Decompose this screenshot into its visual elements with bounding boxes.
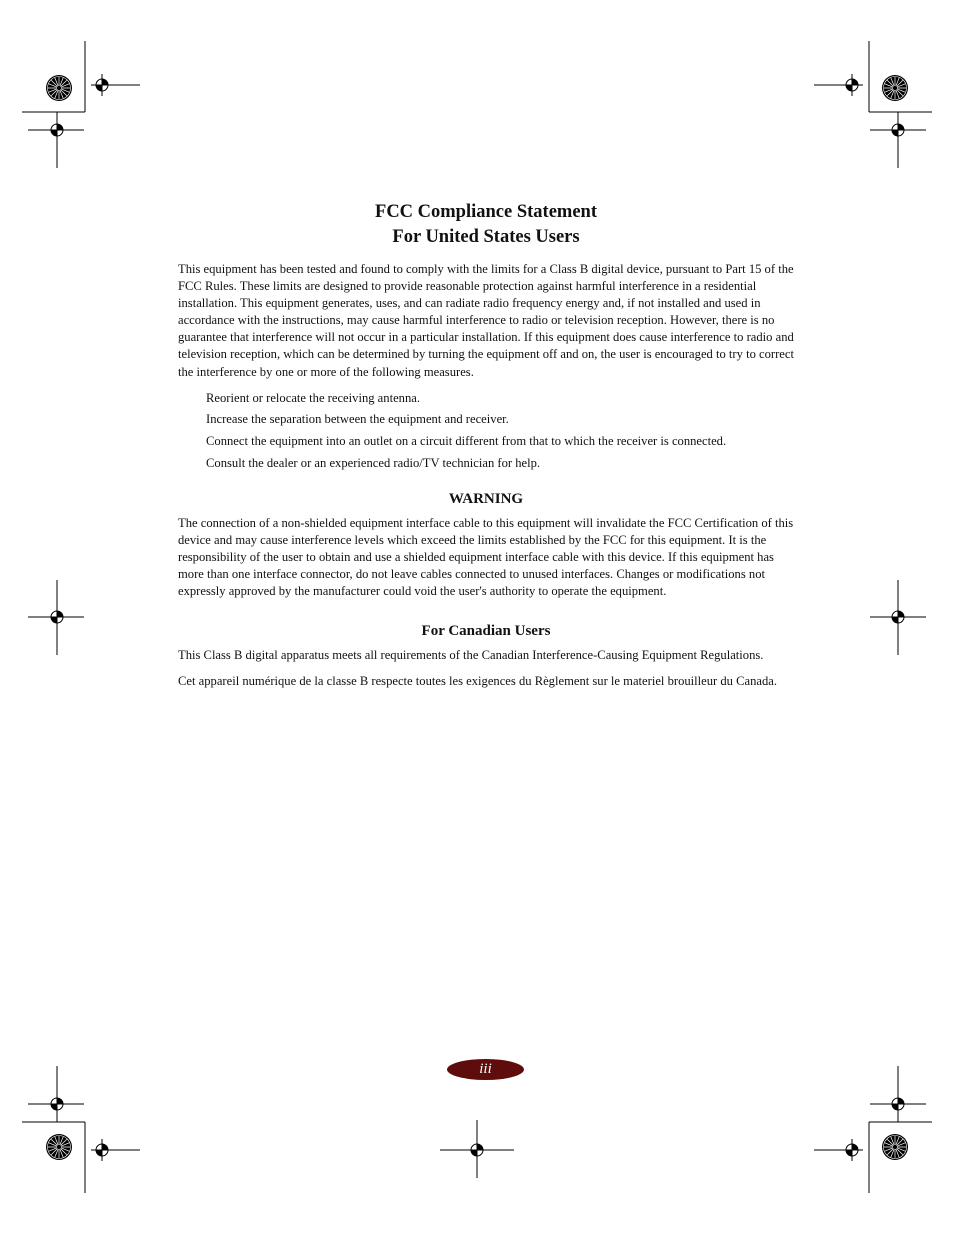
warning-paragraph: The connection of a non-shielded equipment interface cable to this equipment will invalidate the FCC Certification of this device and may cause interference levels which exceed the limits established by the FCC for this equipment. It is the responsibility of the user to obtain and use a shielded equipment interface cable with this device. If this equipment has more than one interface connector, do not leave cables connected to unused interfaces. Changes or modifications not expressly approved by the manufacturer could void the user's authority to operate the equipment. <box>178 516 794 599</box>
warning-heading: WARNING <box>448 491 524 508</box>
canada-english-paragraph: This Class B digital apparatus meets all requirements of the Canadian Interference-Causing Equipment Regulations. <box>178 647 764 662</box>
canadian-users-heading: For Canadian Users <box>421 622 551 639</box>
page-title <box>178 200 794 250</box>
document-body <box>178 200 794 699</box>
list-item: Reorient or relocate the receiving antenna. <box>206 390 420 405</box>
page-number-badge: iii <box>447 1059 524 1080</box>
list-item: Consult the dealer or an experienced radio/TV technician for help. <box>206 456 541 471</box>
measures-list <box>206 390 794 472</box>
list-item: Increase the separation between the equipment and receiver. <box>206 412 509 427</box>
list-item: Connect the equipment into an outlet on a circuit different from that to which the receiver is connected. <box>206 434 727 449</box>
title-line-2: For United States Users <box>392 227 580 247</box>
canada-french-paragraph: Cet appareil numérique de la classe B respecte toutes les exigences du Règlement sur le materiel brouilleur du Canada. <box>178 673 778 688</box>
title-line-1: FCC Compliance Statement <box>375 202 597 222</box>
intro-paragraph: This equipment has been tested and found to comply with the limits for a Class B digital device, pursuant to Part 15 of the FCC Rules. These limits are designed to provide reasonable protection against harmful interference in a residential installation. This equipment generates, uses, and can radiate radio frequency energy and, if not installed and used in accordance with the instructions, may cause harmful interference to radio or television reception. However, there is no guarantee that interference will not occur in a particular installation. If this equipment does cause interference to radio and television reception, which can be determined by turning the equipment off and on, the user is encouraged to try to correct the interference by one or more of the following measures. <box>178 262 794 379</box>
